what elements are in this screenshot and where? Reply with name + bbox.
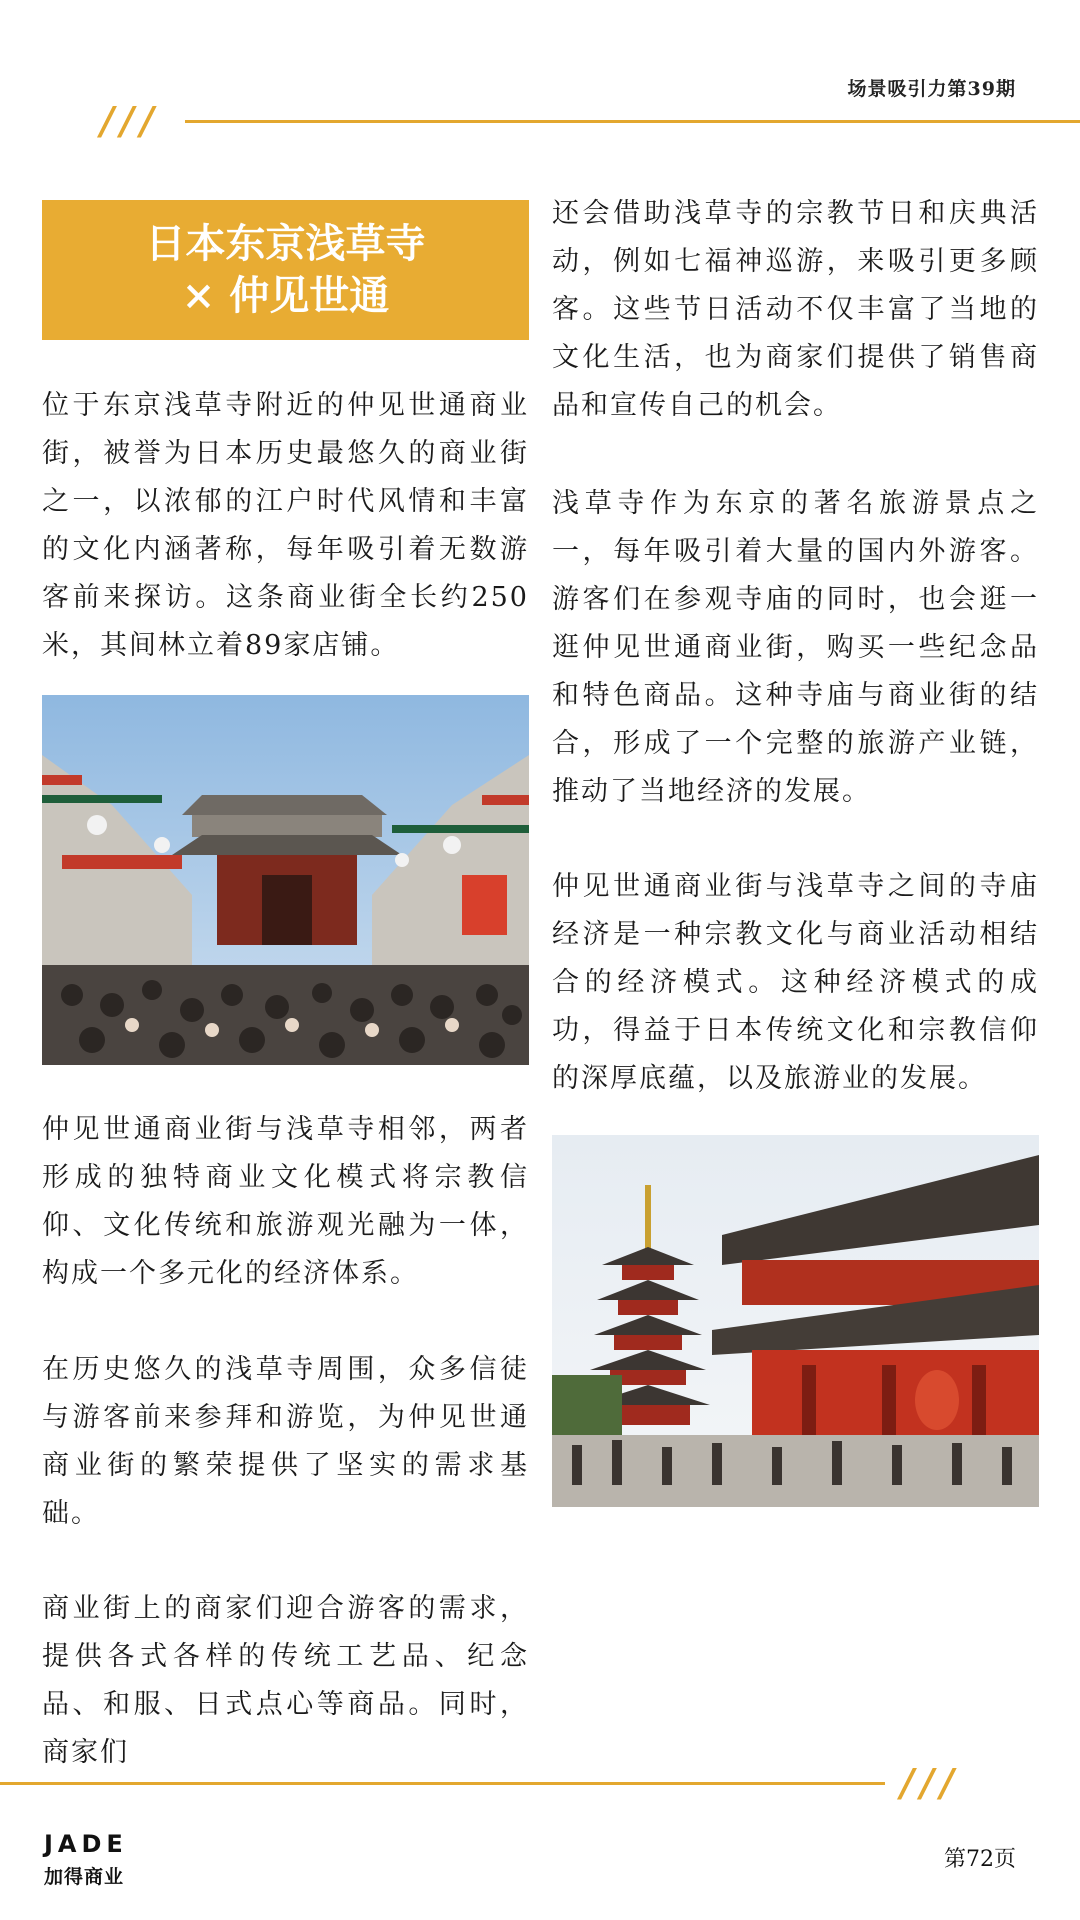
header-rule: [185, 120, 1080, 123]
article-title-line1: 日本东京浅草寺: [145, 220, 426, 267]
issue-label: 场景吸引力第39期: [847, 78, 1016, 100]
paragraph-right-1: 还会借助浅草寺的宗教节日和庆典活动，例如七福神巡游，来吸引更多顾客。这些节日活动不仅丰富了当地的文化生活，也为商家们提供了销售商品和宣传自己的机会。: [552, 198, 1039, 421]
paragraph-left-3: 在历史悠久的浅草寺周围，众多信徒与游客前来参拜和游览，为仲见世通商业街的繁荣提供了坚实的需求基础。: [42, 1354, 529, 1529]
brand-logo: [44, 1832, 128, 1889]
paragraph-left-1: 位于东京浅草寺附近的仲见世通商业街，被誉为日本历史最悠久的商业街之一，以浓郁的江户时代风情和丰富的文化内涵著称，每年吸引着无数游客前来探访。这条商业街全长约250米，其间林立着89家店铺。: [42, 390, 529, 661]
paragraph-right-2: 浅草寺作为东京的著名旅游景点之一，每年吸引着大量的国内外游客。游客们在参观寺庙的同时，也会逛一逛仲见世通商业街，购买一些纪念品和特色商品。这种寺庙与商业街的结合，形成了一个完整的旅游产业链，推动了当地经济的发展。: [552, 488, 1039, 807]
brand-logo-text: 加得商业: [44, 1866, 125, 1888]
photo-sensoji-temple: [552, 1135, 1039, 1507]
article-title-box: [42, 200, 529, 340]
paragraph-left-2: 仲见世通商业街与浅草寺相邻，两者形成的独特商业文化模式将宗教信仰、文化传统和旅游观光融为一体，构成一个多元化的经济体系。: [42, 1114, 529, 1289]
article-title-line2: × 仲见世通: [181, 272, 390, 319]
brand-logo-mark: JADE: [44, 1830, 128, 1858]
page-number: 第72页: [944, 1847, 1016, 1872]
paragraph-left-4: 商业街上的商家们迎合游客的需求，提供各式各样的传统工艺品、纪念品、和服、日式点心等商品。同时，商家们: [42, 1593, 529, 1768]
decorative-slashes-top: ///: [100, 98, 160, 143]
paragraph-right-3: 仲见世通商业街与浅草寺之间的寺庙经济是一种宗教文化与商业活动相结合的经济模式。这种经济模式的成功，得益于日本传统文化和宗教信仰的深厚底蕴，以及旅游业的发展。: [552, 871, 1039, 1094]
decorative-slashes-bottom: ///: [900, 1760, 960, 1805]
photo-nakamise-street: [42, 695, 529, 1065]
footer-rule: [0, 1782, 885, 1785]
